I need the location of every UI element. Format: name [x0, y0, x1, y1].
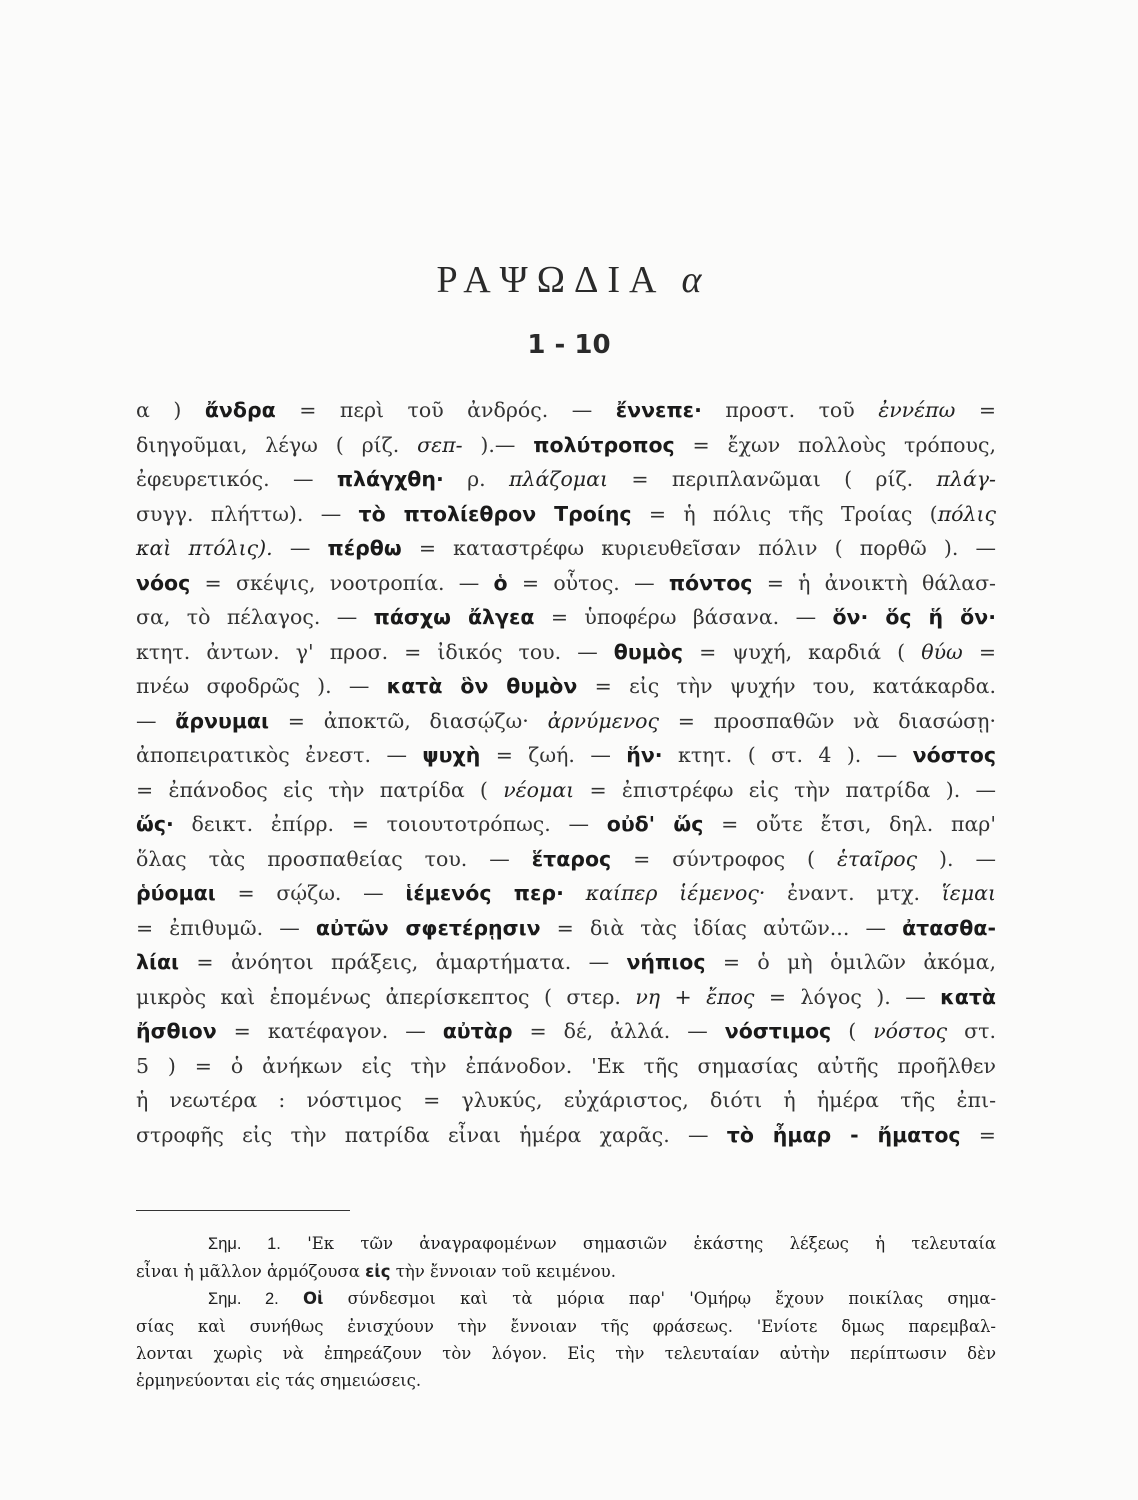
text-run: = διὰ τὰς ἰδίας αὐτῶν... —	[540, 915, 903, 940]
headword: ἱέμενός περ·	[405, 881, 564, 905]
body-line	[136, 566, 996, 601]
headword: αὐτῶν σφετέρῃσιν	[315, 915, 541, 940]
text-run: = ἔχων πολλοὺς τρόπους,	[674, 432, 996, 457]
text-run: = ὑποφέρω βάσανα. —	[534, 605, 833, 629]
headword: ἔννεπε·	[615, 398, 702, 422]
headword: τὸ ἦμαρ - ἤματος	[726, 1122, 961, 1147]
rhapsody-title-text: ΡΑΨΩΔΙΑ	[436, 259, 666, 301]
text-run: α )	[136, 398, 205, 422]
text-run: = ἐπιστρέφω εἰς τὴν πατρίδα ). —	[574, 777, 996, 802]
footnote-line	[136, 1313, 996, 1340]
italic-run: καίπερ ἱέμενος·	[585, 881, 766, 905]
footnote-line	[136, 1230, 996, 1258]
italic-run: πλάγ-	[936, 467, 996, 491]
note-run: λονται χωρὶς νὰ ἐπηρεάζουν τὸν λόγον. Εἰς τὴν τελευταίαν αὐτὴν περίπτωσιν δὲν	[136, 1344, 996, 1363]
note-run: ἑρμηνεύονται εἰς τάς σημειώσεις.	[136, 1371, 422, 1390]
headword: πάσχω ἄλγεα	[373, 605, 535, 629]
body-line	[136, 911, 996, 946]
text-run: = ὁ μὴ ὁμιλῶν ἀκόμα,	[705, 950, 996, 974]
text-run: = κατέφαγον. —	[216, 1019, 443, 1043]
body-line	[136, 1083, 996, 1118]
text-run: = περὶ τοῦ ἀνδρός. —	[275, 398, 616, 422]
italic-run: ἐννέπω	[878, 398, 956, 422]
body-line	[136, 531, 996, 566]
headword: νήπιος	[626, 950, 706, 974]
text-run: = σύντροφος (	[611, 846, 837, 871]
text-run: ). —	[917, 846, 996, 871]
footnote-line	[136, 1340, 996, 1367]
text-run: = οὔτε ἔτσι, δηλ. παρ'	[703, 812, 996, 836]
text-run: = ἀποκτῶ, διασῴζω·	[269, 708, 548, 733]
italic-run: νέομαι	[503, 777, 575, 802]
headword: πλάγχθη·	[336, 467, 444, 491]
headword: αὐτὰρ	[442, 1019, 513, 1043]
italic-run: θύω	[921, 639, 963, 664]
text-run: ρ.	[443, 467, 510, 491]
headword: νόστος	[912, 743, 996, 767]
footnote-line	[136, 1258, 996, 1285]
italic-run: ἀρνύμενος	[547, 708, 659, 733]
headword: τὸ πτολίεθρον Τροίης	[358, 501, 632, 526]
italic-run: νόστος	[873, 1019, 948, 1043]
italic-run: νη + ἔπος	[635, 984, 755, 1009]
text-run: =	[955, 398, 996, 422]
body-line	[136, 497, 996, 532]
text-run: = προσπαθῶν νὰ διασώσῃ·	[659, 708, 996, 733]
body-line	[136, 635, 996, 670]
text-run: = σκέψις, νοοτροπία. —	[190, 570, 494, 595]
text-run: ἐφευρετικός. —	[136, 467, 337, 491]
text-run: —	[272, 536, 328, 560]
headword: πέρθω	[327, 536, 402, 560]
note-run: τὴν ἔννοιαν τοῦ κειμένου.	[390, 1262, 616, 1281]
note-run: σύνδεσμοι καὶ τὰ μόρια παρ' 'Ομήρῳ ἔχουν ποικίλας σημα-	[323, 1289, 997, 1308]
text-run: ).—	[462, 432, 534, 457]
headword: ψυχὴ	[422, 743, 481, 767]
footnote-label: Σημ. 2.	[208, 1290, 279, 1308]
text-run: = περιπλανῶμαι ( ρίζ.	[608, 467, 937, 491]
text-run: = ψυχή, καρδιά (	[683, 639, 922, 664]
body-line	[136, 876, 996, 911]
text-run: στ.	[947, 1019, 996, 1043]
headword: κατὰ ὃν θυμὸν	[386, 674, 578, 698]
headword: ἄνδρα	[204, 398, 276, 422]
text-run	[564, 881, 586, 905]
italic-run: ἑταῖρος	[836, 846, 918, 871]
text-run: ἐναντ. μτχ.	[765, 881, 942, 905]
text-run: στροφῆς εἰς τὴν πατρίδα εἶναι ἡμέρα χαρᾶς. —	[136, 1122, 727, 1147]
text-run: = λόγος ). —	[754, 984, 941, 1009]
footnote-label: Σημ. 1.	[208, 1235, 281, 1253]
footnote-line	[136, 1367, 996, 1394]
italic-run: ἵεμαι	[941, 881, 996, 905]
headword: πόντος	[668, 570, 753, 595]
headword: ἕταρος	[531, 846, 612, 871]
body-line	[136, 462, 996, 497]
note-run: σίας καὶ συνήθως ἐνισχύουν τὴν ἔννοιαν τῆς φράσεως. 'Ενίοτε δμως παρεμβαλ-	[136, 1317, 996, 1336]
text-run: —	[136, 708, 176, 733]
body-line	[136, 738, 996, 773]
text-run: 5 ) = ὁ ἀνήκων εἰς τὴν ἐπάνοδον. 'Εκ τῆς σημασίας αὐτῆς προῆλθεν	[136, 1053, 996, 1078]
note-run: εἶναι ἡ μᾶλλον ἁρμόζουσα	[136, 1262, 366, 1281]
text-run: =	[960, 1122, 996, 1147]
headword: ὁ	[493, 570, 508, 595]
text-run: = εἰς τὴν ψυχήν του, κατάκαρδα.	[577, 674, 996, 698]
body-line	[136, 600, 996, 635]
italic-run: καὶ πτόλις).	[136, 536, 273, 560]
footnotes	[136, 1230, 996, 1394]
body-line	[136, 1049, 996, 1084]
text-run: = ἡ ἀνοικτὴ θάλασ-	[752, 570, 996, 595]
headword: ἤσθιον	[136, 1019, 217, 1043]
headword: ὅν· ὅς ἥ ὅν·	[832, 605, 996, 629]
text-run: = ἡ πόλις τῆς Τροίας (	[631, 501, 938, 526]
headword: ἥν·	[626, 743, 663, 767]
text-run: μικρὸς καὶ ἑπομένως ἀπερίσκεπτος ( στερ.	[136, 984, 636, 1009]
headword: λίαι	[136, 950, 180, 974]
body-line	[136, 842, 996, 877]
text-run: πνέω σφοδρῶς ). —	[136, 674, 387, 698]
text-run: = οὗτος. —	[507, 570, 669, 595]
note-bold-run: Οἱ	[303, 1289, 324, 1308]
body-line	[136, 669, 996, 704]
headword: νόστιμος	[724, 1019, 832, 1043]
text-run: ἀποπειρατικὸς ἐνεστ. —	[136, 743, 423, 767]
body-line	[136, 393, 996, 428]
verse-range: 1 - 10	[527, 330, 611, 360]
text-run: = ζωή. —	[480, 743, 627, 767]
body-line	[136, 704, 996, 739]
footnote-line	[136, 1285, 996, 1313]
note-bold-run: εἰς	[365, 1262, 391, 1281]
text-run: = σῴζω. —	[215, 881, 406, 905]
italic-run: πλάζομαι	[509, 467, 608, 491]
text-run: συγγ. πλήττω). —	[136, 501, 359, 526]
italic-run: σεπ-	[417, 432, 463, 457]
body-line	[136, 980, 996, 1015]
text-run: διηγοῦμαι, λέγω ( ρίζ.	[136, 432, 418, 457]
headword: κατὰ	[940, 984, 996, 1009]
text-run: ἡ νεωτέρα : νόστιμος = γλυκύς, εὐχάριστος, διότι ἡ ἡμέρα τῆς ἐπι-	[136, 1088, 996, 1112]
text-run: προστ. τοῦ	[701, 398, 879, 422]
headword: ἀτασθα-	[902, 915, 996, 940]
footnote-separator	[136, 1210, 350, 1211]
text-run: =	[962, 639, 997, 664]
text-run: = καταστρέφω κυριευθεῖσαν πόλιν ( πορθῶ ). —	[401, 536, 996, 560]
body-line	[136, 807, 996, 842]
text-run: κτητ. ( στ. 4 ). —	[662, 743, 913, 767]
headword: ἄρνυμαι	[175, 708, 269, 733]
headword: πολύτροπος	[533, 432, 675, 457]
text-run: (	[831, 1019, 874, 1043]
rhapsody-book-letter: α	[681, 259, 702, 301]
body-line	[136, 945, 996, 980]
note-run: 'Εκ τῶν ἀναγραφομένων σημασιῶν ἑκάστης λέξεως ἡ τελευταία	[307, 1234, 997, 1253]
headword: οὐδ' ὥς	[606, 812, 704, 836]
body-line	[136, 1014, 996, 1049]
headword: ὥς·	[136, 812, 174, 836]
text-run: = ἀνόητοι πράξεις, ἁμαρτήματα. —	[179, 950, 627, 974]
body-line	[136, 1118, 996, 1153]
italic-run: πόλις	[937, 501, 997, 526]
headword: ῥύομαι	[136, 881, 216, 905]
text-run: = ἐπάνοδος εἰς τὴν πατρίδα (	[136, 777, 504, 802]
commentary-body	[136, 393, 996, 1152]
text-run: = ἐπιθυμῶ. —	[136, 915, 316, 940]
text-run: κτητ. ἀντων. γ' προσ. = ἰδικός του. —	[136, 639, 614, 664]
text-run: = δέ, ἀλλά. —	[512, 1019, 725, 1043]
text-run: ὅλας τὰς προσπαθείας του. —	[136, 846, 532, 871]
rhapsody-title	[0, 258, 1138, 302]
text-run: δεικτ. ἐπίρρ. = τοιουτοτρόπως. —	[173, 812, 607, 836]
headword: νόος	[136, 570, 191, 595]
headword: θυμὸς	[613, 639, 684, 664]
body-line	[136, 773, 996, 808]
text-run: σα, τὸ πέλαγος. —	[136, 605, 374, 629]
body-line	[136, 428, 996, 463]
